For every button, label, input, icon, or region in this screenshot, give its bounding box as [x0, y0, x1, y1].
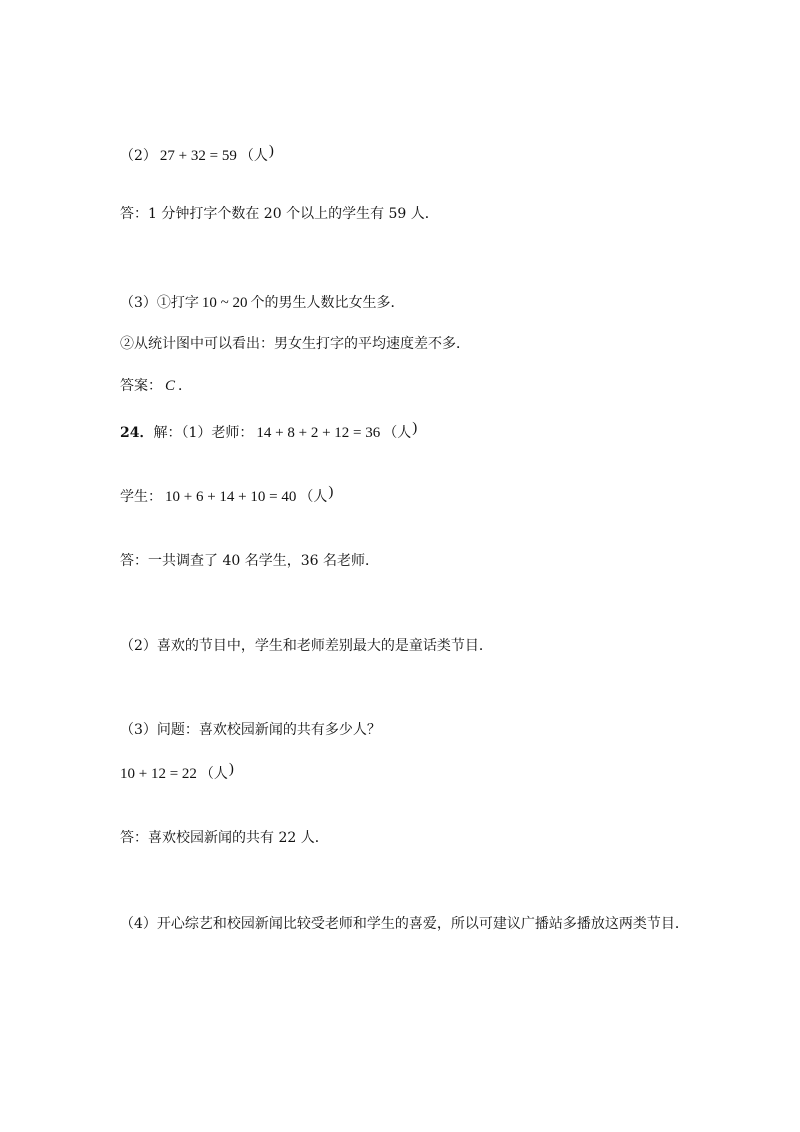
- statement: 个的男生人数比女生多．: [250, 295, 405, 311]
- line-24-4: （4）开心综艺和校园新闻比较受老师和学生的喜爱，所以可建议广播站多播放这两类节目．: [120, 916, 689, 932]
- range: 10 ~ 20: [201, 295, 248, 311]
- part-label: （2）: [120, 148, 157, 164]
- unit: （人): [199, 761, 234, 782]
- line-24-2: （2）喜欢的节目中，学生和老师差别最大的是童话类节目．: [120, 638, 493, 654]
- answer-label: 答案：: [120, 378, 162, 394]
- equation: 14 + 8 + 2 + 12 = 36: [256, 425, 381, 441]
- equation: 10 + 12 = 22: [120, 766, 197, 782]
- line-answer-24-3: 答：喜欢校园新闻的共有 22 人．: [120, 830, 329, 846]
- question-number: 24．: [120, 425, 154, 441]
- line-24-teachers: [120, 420, 418, 444]
- line-3-observation: ②从统计图中可以看出：男女生打字的平均速度差不多．: [120, 336, 470, 352]
- unit: （人): [299, 484, 334, 505]
- line-24-3-question: （3）问题：喜欢校园新闻的共有多少人？: [120, 722, 381, 738]
- label: 学生：: [120, 489, 162, 505]
- unit: （人): [239, 143, 274, 164]
- equation: 10 + 6 + 14 + 10 = 40: [165, 489, 297, 505]
- line-students: [120, 484, 334, 508]
- equation: 27 + 32 = 59: [159, 148, 237, 164]
- choice: C: [165, 378, 176, 394]
- part-label: 解：（1）老师：: [153, 425, 254, 441]
- line-24-3-equation: [120, 761, 234, 785]
- line-answer-24-1: 答：一共调查了 40 名学生，36 名老师．: [120, 553, 379, 569]
- line-2-sum: [120, 143, 274, 167]
- line-answer-choice: 答案： C ．: [120, 378, 193, 394]
- part-label: （3）①打字: [120, 295, 199, 311]
- unit: （人): [383, 420, 418, 441]
- line-3-compare: [120, 293, 405, 313]
- line-answer-2: 答：1 分钟打字个数在 20 个以上的学生有 59 人．: [120, 206, 439, 222]
